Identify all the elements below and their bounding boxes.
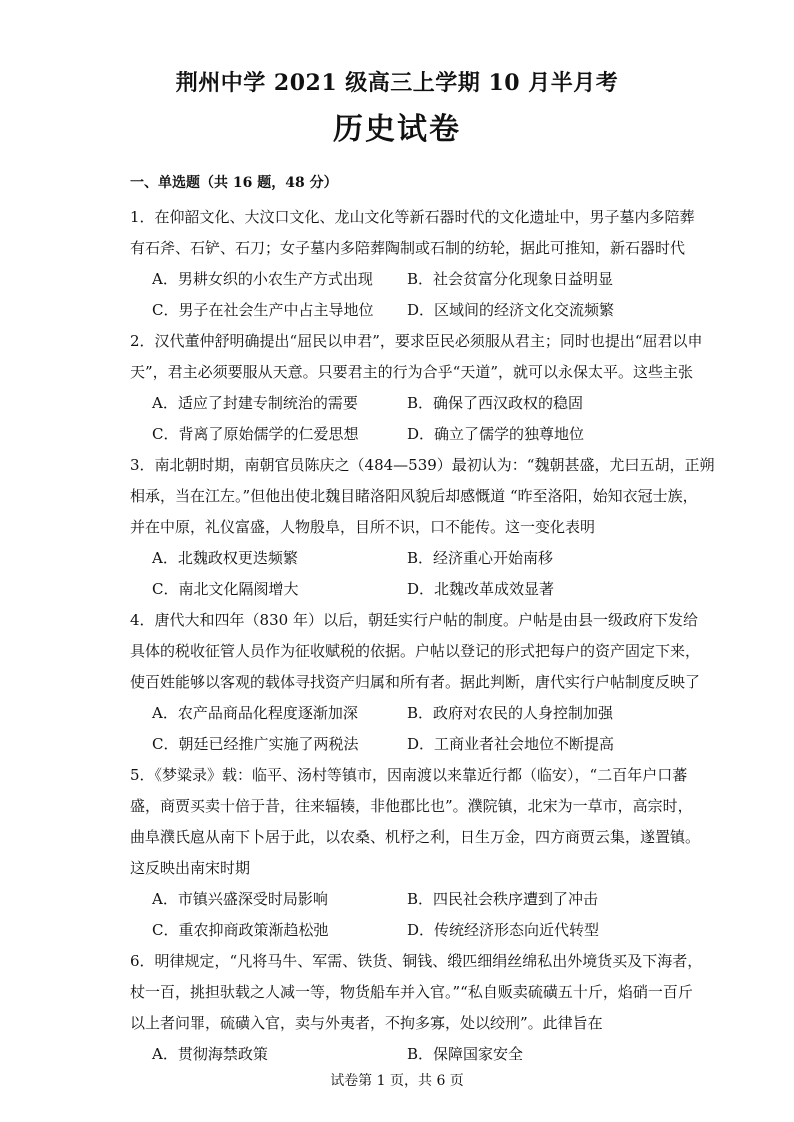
option-b: B．社会贫富分化现象日益明显 [407,270,614,288]
option-a: A．适应了封建专制统治的需要 [152,394,358,412]
question-text-line: 使百姓能够以客观的载体寻找资产归属和所有者。据此判断，唐代实行户帖制度反映了 [130,673,701,691]
question-text-line: 以上者问罪，硫磺入官，卖与外夷者，不拘多寡，处以绞刑”。此律旨在 [130,1014,603,1032]
option-c: C．重农抑商政策渐趋松弛 [152,921,329,939]
option-a: A．农产品商品化程度逐渐加深 [152,704,358,722]
option-group [130,1039,680,1070]
option-b: B．政府对农民的人身控制加强 [407,704,614,722]
option-group [130,698,680,760]
question-5 [130,760,701,946]
option-a: A．北魏政权更迭频繁 [152,549,298,567]
question-text-line: 天”，君主必须要服从天意。只要君主的行为合乎“天道”，就可以永保太平。这些主张 [130,363,694,381]
question-text-line: 并在中原，礼仪富盛，人物殷阜，目所不识，口不能传。这一变化表明 [130,518,596,536]
exam-title: 荆州中学 2021 级高三上学期 10 月半月考 [175,70,619,96]
question-text-line: 2．汉代董仲舒明确提出“屈民以申君”，要求臣民必须服从君主；同时也提出“屈君以申 [130,332,703,350]
question-text-line: 相承，当在江左。”但他出使北魏目睹洛阳风貌后却感慨道 “昨至洛阳，始知衣冠士族， [130,487,698,505]
section-heading: 一、单选题（共 16 题，48 分） [130,175,338,191]
option-a: A．男耕女织的小农生产方式出现 [152,270,373,288]
option-group [130,388,680,450]
option-a: A．贯彻海禁政策 [152,1045,268,1063]
option-d: D．区域间的经济文化交流频繁 [407,301,615,319]
option-b: B．保障国家安全 [407,1045,524,1063]
option-group [130,264,680,326]
option-c: C．南北文化隔阂增大 [152,580,299,598]
option-b: B．确保了西汉政权的稳固 [407,394,584,412]
option-d: D．确立了儒学的独尊地位 [407,425,585,443]
question-list [130,202,715,1070]
option-group [130,543,680,605]
option-b: B．四民社会秩序遭到了冲击 [407,890,599,908]
question-1 [130,202,695,326]
question-4 [130,605,701,760]
question-2 [130,326,703,450]
question-text-line: 1．在仰韶文化、大汶口文化、龙山文化等新石器时代的文化遗址中，男子墓内多陪葬 [130,208,695,226]
option-d: D．北魏改革成效显著 [407,580,555,598]
question-text-line: 有石斧、石铲、石刀；女子墓内多陪葬陶制或石制的纺轮，据此可推知，新石器时代 [130,239,686,257]
question-text-line: 曲阜濮氏扈从南下卜居于此，以农桑、机杼之利，日生万金，四方商贾云集，遂置镇。 [130,828,701,846]
option-c: C．背离了原始儒学的仁爱思想 [152,425,359,443]
question-text-line: 杖一百，挑担驮载之人减一等，物货船车并入官。”“私自贩卖硫磺五十斤，焰硝一百斤 [130,983,693,1001]
question-3 [130,450,715,605]
option-a: A．市镇兴盛深受时局影响 [152,890,328,908]
page-footer: 试卷第 1 页，共 6 页 [330,1073,464,1089]
option-d: D．工商业者社会地位不断提高 [407,735,615,753]
question-text-line: 5．《梦粱录》载：临平、汤村等镇市，因南渡以来靠近行都（临安），“二百年户口蕃 [130,766,688,784]
question-6 [130,946,703,1070]
question-text-line: 这反映出南宋时期 [130,859,251,877]
option-c: C．朝廷已经推广实施了两税法 [152,735,359,753]
question-text-line: 4．唐代大和四年（830 年）以后，朝廷实行户帖的制度。户帖是由县一级政府下发给 [130,611,698,629]
question-text-line: 6．明律规定，“凡将马牛、军需、铁货、铜钱、缎匹细绢丝绵私出外境货买及下海者， [130,952,703,970]
question-text-line: 3．南北朝时期，南朝官员陈庆之（484—539）最初认为：“魏朝甚盛，尤曰五胡，正朔 [130,456,715,474]
option-d: D．传统经济形态向近代转型 [407,921,600,939]
exam-subject-title: 历史试卷 [333,112,461,147]
question-text-line: 具体的税收征管人员作为征收赋税的依据。户帖以登记的形式把每户的资产固定下来， [130,642,701,660]
option-group [130,884,680,946]
question-text-line: 盛，商贾买卖十倍于昔，往来辐辏，非他郡比也”。濮院镇，北宋为一草市，高宗时， [130,797,693,815]
option-c: C．男子在社会生产中占主导地位 [152,301,374,319]
option-b: B．经济重心开始南移 [407,549,554,567]
